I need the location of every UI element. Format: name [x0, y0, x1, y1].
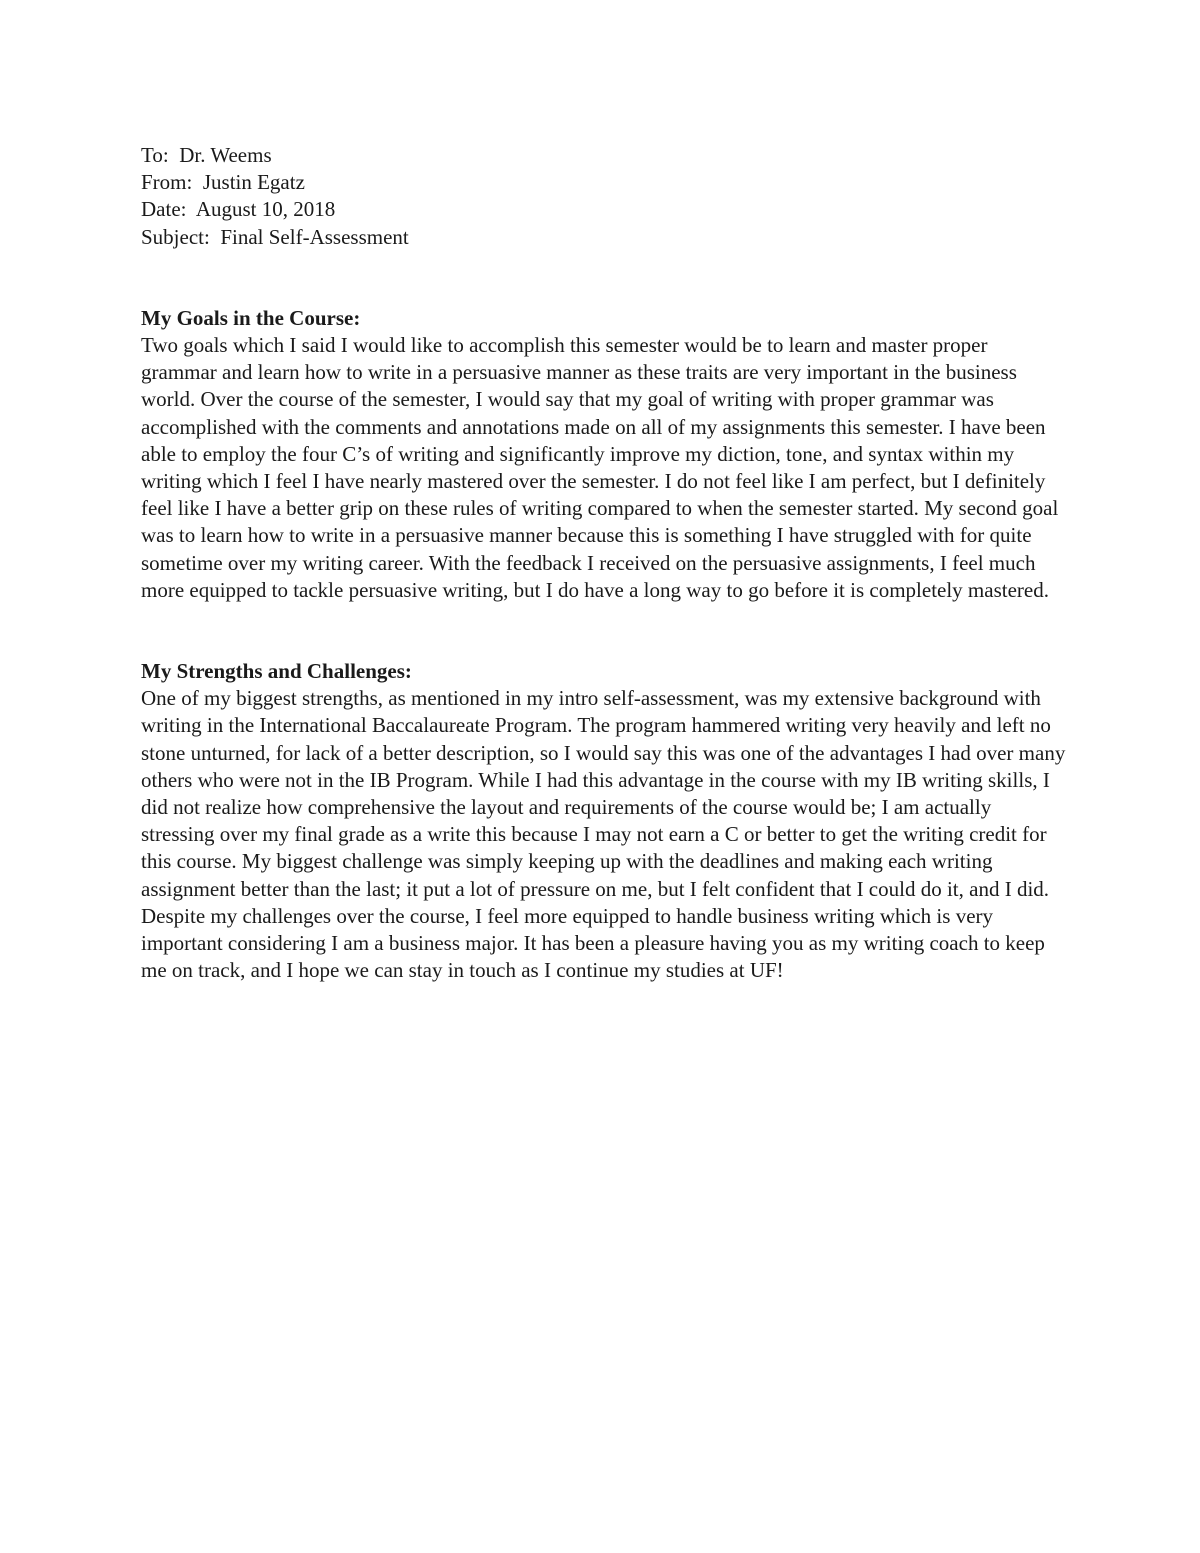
section-goals	[141, 305, 1066, 604]
memo-from-line	[141, 169, 1066, 196]
memo-date-line	[141, 196, 1066, 223]
spacer	[141, 604, 1066, 658]
section-strengths	[141, 658, 1066, 984]
memo-to-line	[141, 142, 1066, 169]
document-content	[141, 142, 1066, 984]
section-body-strengths: One of my biggest strengths, as mentioned in my intro self-assessment, was my extensive background with writing in the International Baccalaureate Program. The program hammered writing very heavily and left no stone unturned, for lack of a better description, so I would say this was one of the advantages I had over many others who were not in the IB Program. While I had this advantage in the course with my IB writing skills, I did not realize how comprehensive the layout and requirements of the course would be; I am actually stressing over my final grade as a write this because I may not earn a C or better to get the writing credit for this course. My biggest challenge was simply keeping up with the deadlines and making each writing assignment better than the last; it put a lot of pressure on me, but I felt confident that I could do it, and I did. Despite my challenges over the course, I feel more equipped to handle business writing which is very important considering I am a business major. It has been a pleasure having you as my writing coach to keep me on track, and I hope we can stay in touch as I continue my studies at UF!	[141, 686, 1066, 983]
section-heading-goals: My Goals in the Course:	[141, 305, 361, 330]
memo-subject-line	[141, 224, 1066, 251]
memo-subject-value: Final Self-Assessment	[220, 224, 409, 249]
memo-to-value: Dr. Weems	[179, 143, 272, 167]
section-heading-strengths: My Strengths and Challenges:	[141, 659, 412, 684]
memo-date-label: Date:	[141, 197, 187, 222]
memo-subject-label: Subject:	[141, 224, 210, 249]
memo-date-value: August 10, 2018	[195, 197, 336, 222]
memo-from-value: Justin Egatz	[202, 170, 305, 195]
spacer	[141, 251, 1066, 305]
section-body-goals: Two goals which I said I would like to accomplish this semester would be to learn and master proper grammar and learn how to write in a persuasive manner as these traits are very important in the business world. Over the course of the semester, I would say that my goal of writing with proper grammar was accomplished with the comments and annotations made on all of my assignments this semester. I have been able to employ the four C’s of writing and significantly improve my diction, tone, and syntax within my writing which I feel I have nearly mastered over the semester. I do not feel like I am perfect, but I definitely feel like I have a better grip on these rules of writing compared to when the semester started. My second goal was to learn how to write in a persuasive manner because this is something I have struggled with for quite sometime over my writing career. With the feedback I received on the persuasive assignments, I feel much more equipped to tackle persuasive writing, but I do have a long way to go before it is completely mastered.	[141, 333, 1059, 602]
memo-to-label: To:	[141, 143, 169, 167]
memo-from-label: From:	[141, 170, 193, 195]
memo-header	[141, 142, 1066, 251]
